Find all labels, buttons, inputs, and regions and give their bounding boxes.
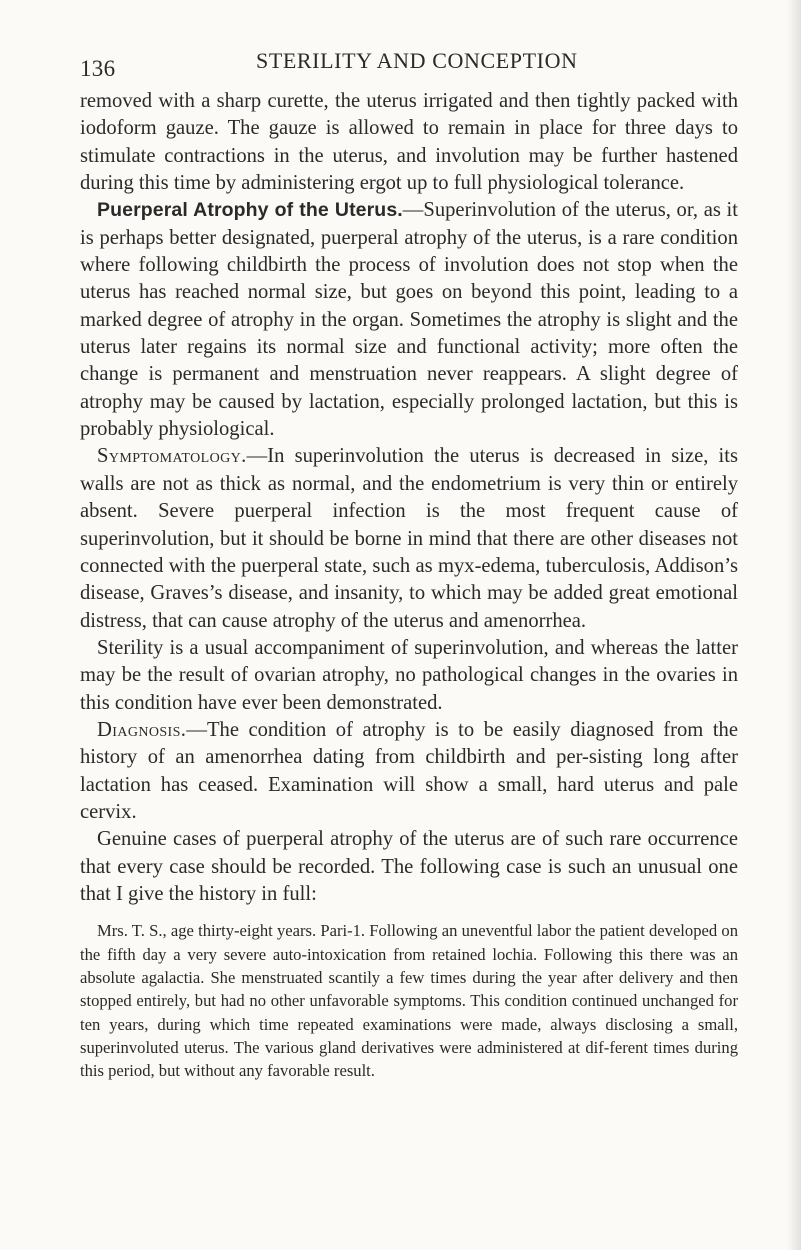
page-number: 136 (80, 56, 116, 81)
paragraph-continuation: removed with a sharp curette, the uterus irrigated and then tightly packed with iodoform gauze. The gauze is allowed to remain in place for three days to stimulate contractions in the uterus, and involution may be further hastened during this time by administering ergot up to full physiological tolerance. (80, 90, 738, 195)
body-text (80, 88, 738, 908)
paragraph-diagnosis (80, 717, 738, 826)
section-heading-diagnosis: Diagnosis. (97, 718, 187, 741)
paragraph-text: —The condition of atrophy is to be easily diagnosed from the history of an amenorrhea dating from childbirth and per-sisting long after lactation has ceased. Examination will show a small, hard uterus and pale cervix. (80, 718, 738, 823)
paragraph-text: —Superinvolution of the uterus, or, as it is perhaps better designated, puerperal atrophy of the uterus, is a rare condition where following childbirth the process of involution does not stop when the uterus has reached normal size, but goes on beyond this point, leading to a marked degree of atrophy in the organ. Sometimes the atrophy is slight and the uterus later regains its normal size and functional activity; more often the change is permanent and menstruation never reappears. A slight degree of atrophy may be caused by lactation, especially prolonged lactation, but this is probably physiological. (80, 199, 738, 441)
page-edge-shadow (787, 0, 801, 1250)
paragraph-sterility: Sterility is a usual accompaniment of superinvolution, and whereas the latter may be the result of ovarian atrophy, no pathological changes in the ovaries in this condition have ever been demonstrated. (80, 636, 738, 714)
paragraph-genuine-cases: Genuine cases of puerperal atrophy of the uterus are of such rare occurrence that every case should be recorded. The following case is such an unusual one that I give the history in full: (80, 828, 738, 905)
book-page (80, 48, 738, 1082)
case-report (80, 919, 738, 1082)
running-title: STERILITY AND CONCEPTION (256, 48, 578, 73)
paragraph-symptomatology (80, 443, 738, 634)
section-heading-symptomatology: Symptomatology. (97, 445, 247, 468)
page-header (80, 48, 738, 88)
case-report-text: Mrs. T. S., age thirty-eight years. Pari-1. Following an uneventful labor the patient developed on the fifth day a very severe auto-intoxication from retained lochia. Following this there was an absolute agalactia. She menstruated scantily a few times during the year after delivery and then stopped entirely, but had no other unfavorable symptoms. This condition continued unchanged for ten years, during which time repeated examinations were made, always disclosing a small, superinvoluted uterus. The various gland derivatives were administered at dif-ferent times during this period, but without any favorable result. (80, 921, 738, 1081)
section-heading-puerperal-atrophy: Puerperal Atrophy of the Uterus. (97, 199, 403, 222)
paragraph-text: —In superinvolution the uterus is decreased in size, its walls are not as thick as normal, and the endometrium is very thin or entirely absent. Severe puerperal infection is the most frequent cause of superinvolution, but it should be borne in mind that there are other diseases not connected with the puerperal state, such as myx-edema, tuberculosis, Addison’s disease, Graves’s disease, and insanity, to which may be added great emotional distress, that can cause atrophy of the uterus and amenorrhea. (80, 445, 738, 632)
paragraph-puerperal-atrophy (80, 197, 738, 443)
